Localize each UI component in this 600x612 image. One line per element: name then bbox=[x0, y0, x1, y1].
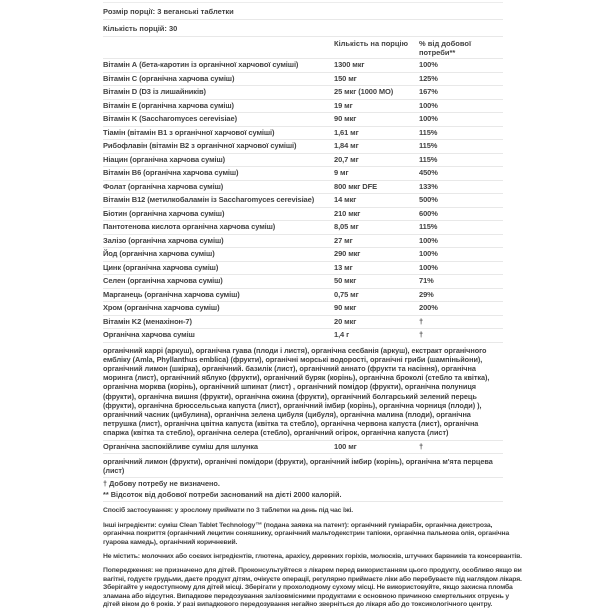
cell-dv: 200% bbox=[419, 303, 438, 312]
header-percent-daily-value: % від добової потреби** bbox=[419, 39, 472, 57]
cell-dv: 100% bbox=[419, 100, 438, 110]
table-row bbox=[103, 167, 503, 181]
cell-dv: † bbox=[419, 441, 424, 451]
cell-dv: 125% bbox=[419, 73, 438, 83]
cell-amount: 800 мкг DFE bbox=[334, 181, 378, 191]
cell-amount: 13 мг bbox=[334, 262, 353, 272]
cell-name: Вітамін K (Saccharomyces cerevisiae) bbox=[103, 114, 237, 123]
table-row bbox=[103, 235, 503, 249]
organic-food-blend-ingredients: органічний каррі (аркуш), органічна гуава (плоди і листя), органічна сесбанія (аркуш), екстракт органічного ембліку (Amla, Phyllanthus emblica) (фрукти), органічні морські водорості, органічні гриби (шампіньйони), органічний лимон (шкірка), органічний. базилік (лист), органічний аннато (фрукти та насіння), органічна моринга (лист), органічний яблуко (фрукти), органічний буряк (корінь), органічна броколі (стебло та квітка), органічна морква (корінь), органічний шпинат (лист) , органічний помідор (фрукти), органічна полуниця (фрукти), органічна вишня (фрукти), органічна ожина (фрукти), органічний болгарський зелений перець (фрукти), органічна брюссельська капуста (лист), органічний імбир (корінь), органічна чорниця (плоди) ), органічний часник (цибулина), органічна зелена цибуля (цибуля), органічна малина (плоди), органічна петрушка (лист), органічна цвітна капуста (квітка та стебло), органічна червона капуста (лист), органічна спаржа (квітка та стебло), органічна селера (стебло), органічний огірок, органічна капуста (лист) bbox=[103, 343, 503, 441]
cell-amount: 14 мкг bbox=[334, 195, 357, 204]
cell-dv: 71% bbox=[419, 276, 434, 285]
cell-amount: 50 мкг bbox=[334, 276, 357, 285]
cell-name: Пантотенова кислота органічна харчова суміш) bbox=[103, 222, 276, 231]
cell-amount: 25 мкг (1000 МО) bbox=[334, 87, 394, 96]
cell-dv: 100% bbox=[419, 235, 438, 245]
cell-name: Фолат (органічна харчова суміш) bbox=[103, 181, 224, 191]
header-amount-per-serving: Кількість на порцію bbox=[334, 39, 408, 48]
cell-name: Селен (органічна харчова суміш) bbox=[103, 276, 223, 285]
table-row bbox=[103, 86, 503, 100]
cell-amount: 210 мкг bbox=[334, 208, 361, 218]
cell-name: Вітамін C (органічна харчова суміш) bbox=[103, 73, 235, 83]
cell-dv: 133% bbox=[419, 181, 438, 191]
serving-size-text: Розмір порції: 3 веганські таблетки bbox=[103, 3, 503, 20]
cell-dv: 600% bbox=[419, 208, 438, 218]
cell-name: Йод (органічна харчова суміш) bbox=[103, 249, 215, 258]
cell-name: Залізо (органічна харчова суміш) bbox=[103, 235, 224, 245]
cell-amount: 150 мг bbox=[334, 73, 357, 83]
cell-amount: 100 мг bbox=[334, 441, 357, 451]
cell-name: Цинк (органічна харчова суміш) bbox=[103, 262, 219, 272]
cell-amount: 19 мг bbox=[334, 100, 353, 110]
cell-name: Вітамін K2 (менахінон-7) bbox=[103, 316, 192, 326]
table-row-stomach-blend bbox=[103, 441, 503, 455]
cell-amount: 9 мг bbox=[334, 168, 349, 177]
table-row bbox=[103, 316, 503, 330]
cell-amount: 8,05 мг bbox=[334, 222, 359, 231]
cell-amount: 1,61 мг bbox=[334, 127, 359, 137]
table-row bbox=[103, 329, 503, 343]
table-row bbox=[103, 73, 503, 87]
table-row bbox=[103, 221, 503, 235]
footnote-percent-daily-value-basis: ** Відсоток від добової потреби заснований на дієті 2000 калорій. bbox=[103, 489, 503, 502]
cell-dv: 115% bbox=[419, 154, 438, 164]
cell-amount: 1,84 мг bbox=[334, 141, 359, 150]
table-row bbox=[103, 194, 503, 208]
other-ingredients-text: Інші інгредієнти: суміш Clean Tablet Technology™ (подана заявка на патент): органічний гуміарабік, органічна декстроза, органічна покриття (органічний лецитин соняшнику, органічний мальтодекстрин тапіоки, органічна пальмова олія, органічна гуарова камедь), органічний коричневий. bbox=[103, 521, 510, 546]
cell-dv: 115% bbox=[419, 141, 438, 150]
cell-name: Вітамін E (органічна харчова суміш) bbox=[103, 100, 234, 110]
table-row bbox=[103, 59, 503, 73]
cell-name: Тіамін (вітамін B1 з органічної харчової суміші) bbox=[103, 127, 275, 137]
cell-name: Вітамін B12 (метилкобаламін із Saccharomyces cerevisiae) bbox=[103, 195, 315, 204]
table-row bbox=[103, 100, 503, 114]
cell-name: Хром (органічна харчова суміш) bbox=[103, 303, 220, 312]
cell-amount: 290 мкг bbox=[334, 249, 361, 258]
table-row bbox=[103, 181, 503, 195]
cell-dv: 29% bbox=[419, 289, 434, 299]
table-row bbox=[103, 275, 503, 289]
cell-amount: 20 мкг bbox=[334, 316, 357, 326]
cell-dv: 100% bbox=[419, 114, 438, 123]
table-row bbox=[103, 127, 503, 141]
table-row bbox=[103, 262, 503, 276]
cell-name: Марганець (органічна харчова суміш) bbox=[103, 289, 240, 299]
table-header-row bbox=[103, 37, 503, 59]
cell-name: Рибофлавін (вітамін B2 з органічної харчової суміші) bbox=[103, 141, 297, 150]
table-row bbox=[103, 208, 503, 222]
footnote-daily-value-not-established: † Добову потребу не визначено. bbox=[103, 479, 220, 489]
cell-name: Ніацин (органічна харчова суміш) bbox=[103, 154, 226, 164]
cell-name: Вітамін B6 (органічна харчова суміш) bbox=[103, 168, 239, 177]
cell-dv: 100% bbox=[419, 249, 438, 258]
cell-amount: 90 мкг bbox=[334, 303, 357, 312]
cell-amount: 0,75 мг bbox=[334, 289, 359, 299]
cell-amount: 27 мг bbox=[334, 235, 353, 245]
stomach-blend-ingredients: органічний лимон (фрукти), органічні помідори (фрукти), органічний імбир (корінь), органічна м'ята перцева (лист) bbox=[103, 454, 503, 478]
cell-name: Біотин (органічна харчова суміш) bbox=[103, 208, 225, 218]
cell-name: Вітамін А (бета-каротин із органічної харчової суміші) bbox=[103, 60, 299, 69]
warning-text: Попередження: не призначено для дітей. Проконсультуйтеся з лікарем перед використанням цього продукту, особливо якщо ви вагітні, годуєте грудьми, даєте продукт дітям, очікуєте операції, регулярно приймаєте ліки або перебуваєте під наглядом лікаря. Зберігайте у недоступному для дітей місці. Зберігати у прохолодному сухому місці. Не використовуйте, якщо захисна пломба зламана або відсутня. Випадкове передозування залізовмісними продуктами є основною причиною смертельних отруєнь у дітей віком до 6 років. У разі випадкового передозування негайно зверніться до лікаря або до токсикологічного центру. bbox=[103, 567, 522, 609]
header-spacer bbox=[103, 39, 334, 57]
cell-amount: 1300 мкг bbox=[334, 60, 365, 69]
cell-amount: 20,7 мг bbox=[334, 154, 359, 164]
nutrient-table-body bbox=[103, 59, 503, 343]
cell-dv: 100% bbox=[419, 262, 438, 272]
cell-dv: 500% bbox=[419, 195, 438, 204]
table-row bbox=[103, 113, 503, 127]
table-row bbox=[103, 140, 503, 154]
supplement-facts-panel bbox=[103, 2, 522, 612]
cell-name: Органічна харчова суміш bbox=[103, 330, 195, 339]
cell-dv: 100% bbox=[419, 60, 438, 69]
cell-dv: † bbox=[419, 316, 424, 326]
servings-per-container-text: Кількість порцій: 30 bbox=[103, 20, 503, 37]
cell-amount: 90 мкг bbox=[334, 114, 357, 123]
cell-name: Органічна заспокійливе суміш для шлунка bbox=[103, 441, 258, 451]
does-not-contain-text: Не містить: молочних або соєвих інгредієнтів, глютена, арахісу, деревних горіхів, молюсків, штучних барвників та консервантів. bbox=[103, 553, 522, 561]
cell-dv: 115% bbox=[419, 222, 438, 231]
cell-name: Вітамін D (D3 із лишайників) bbox=[103, 87, 206, 96]
cell-dv: 115% bbox=[419, 127, 438, 137]
table-row bbox=[103, 302, 503, 316]
cell-dv: † bbox=[419, 330, 424, 339]
directions-text: Спосіб застосування: у зрослому приймати по 3 таблетки на день під час їжі. bbox=[103, 507, 353, 515]
cell-dv: 450% bbox=[419, 168, 438, 177]
cell-amount: 1,4 г bbox=[334, 330, 350, 339]
table-row bbox=[103, 289, 503, 303]
cell-dv: 167% bbox=[419, 87, 438, 96]
table-row bbox=[103, 154, 503, 168]
table-row bbox=[103, 248, 503, 262]
